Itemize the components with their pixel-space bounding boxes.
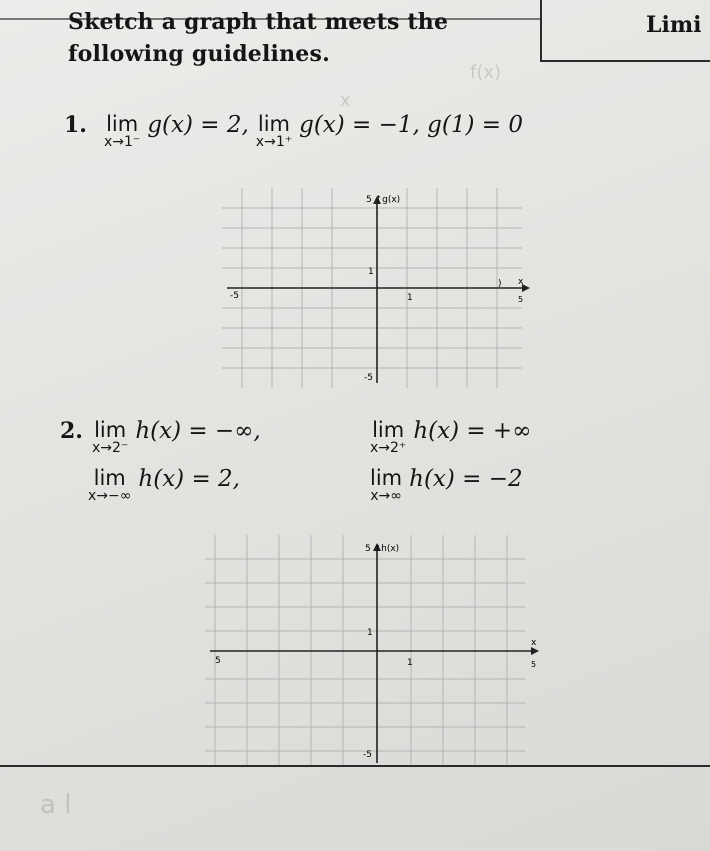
instructions xyxy=(68,6,458,70)
limit-subscript: x→2⁺ xyxy=(370,440,407,456)
problem-2-condition-d xyxy=(370,466,523,503)
graph-2-grid[interactable] xyxy=(205,535,545,765)
limit-expression: h(x) = −∞, xyxy=(135,418,261,444)
page-bottom-rule xyxy=(0,765,710,767)
y-tick-1: 1 xyxy=(367,628,373,638)
y-axis-label: 5 ↑h(x) xyxy=(365,544,400,554)
limit-expression: h(x) = +∞ xyxy=(413,418,532,444)
problem-2-condition-c xyxy=(88,466,240,503)
limit-expression: g(x) = −1, g(1) = 0 xyxy=(299,112,523,138)
limit-subscript: x→2⁻ xyxy=(92,440,129,456)
x-axis-arrow xyxy=(531,647,539,655)
limit-expression: g(x) = 2, xyxy=(147,112,249,138)
limit-subscript: x→−∞ xyxy=(88,488,132,504)
problem-1-condition xyxy=(104,112,523,149)
instructions-line-2: following guidelines. xyxy=(68,41,330,67)
x-tick-left: 5 xyxy=(215,656,221,666)
x-axis-label: x xyxy=(518,277,524,287)
x-axis-label: x xyxy=(531,638,537,648)
x-tick-minus-5: -5 xyxy=(230,291,239,301)
y-tick-1: 1 xyxy=(368,267,374,277)
graph-1-grid[interactable] xyxy=(222,188,542,388)
y-tick-minus-5: -5 xyxy=(363,750,372,760)
limit-subscript: x→1⁺ xyxy=(255,134,293,150)
corner-title: Limi xyxy=(646,12,702,38)
limit-operator: lim x→∞ xyxy=(370,466,403,504)
limit-operator: lim x→−∞ xyxy=(88,466,132,504)
limit-operator: lim x→2⁻ xyxy=(92,418,129,456)
problem-1-number: 1. xyxy=(64,112,87,138)
problem-2-condition-a xyxy=(92,418,261,455)
problem-2-number: 2. xyxy=(60,418,83,444)
limit-subscript: x→∞ xyxy=(370,488,402,504)
y-tick-minus-5: -5 xyxy=(364,373,373,383)
box-border-vertical xyxy=(540,0,542,60)
limit-subscript: x→1⁻ xyxy=(104,134,141,150)
x-tick-5: 5 xyxy=(531,660,537,669)
limit-expression: h(x) = 2, xyxy=(138,466,240,492)
bleed-through-text: x xyxy=(340,90,351,111)
x-tick-1: 1 xyxy=(407,293,413,303)
box-border-bottom xyxy=(540,60,710,62)
instructions-line-1: Sketch a graph that meets the xyxy=(68,9,449,35)
x-tick-5: 5 xyxy=(518,295,524,304)
bleed-through-text: a l xyxy=(40,790,72,820)
limit-operator: lim x→1⁺ xyxy=(255,112,293,150)
x-tick-mark: ) xyxy=(498,279,502,289)
bleed-through-text: f(x) xyxy=(470,62,502,83)
limit-expression: h(x) = −2 xyxy=(409,466,523,492)
problem-2-condition-b xyxy=(370,418,531,455)
x-tick-1: 1 xyxy=(407,658,413,668)
limit-operator: lim x→2⁺ xyxy=(370,418,407,456)
y-axis-label: 5 ↑g(x) xyxy=(366,195,401,205)
limit-operator: lim x→1⁻ xyxy=(104,112,141,150)
